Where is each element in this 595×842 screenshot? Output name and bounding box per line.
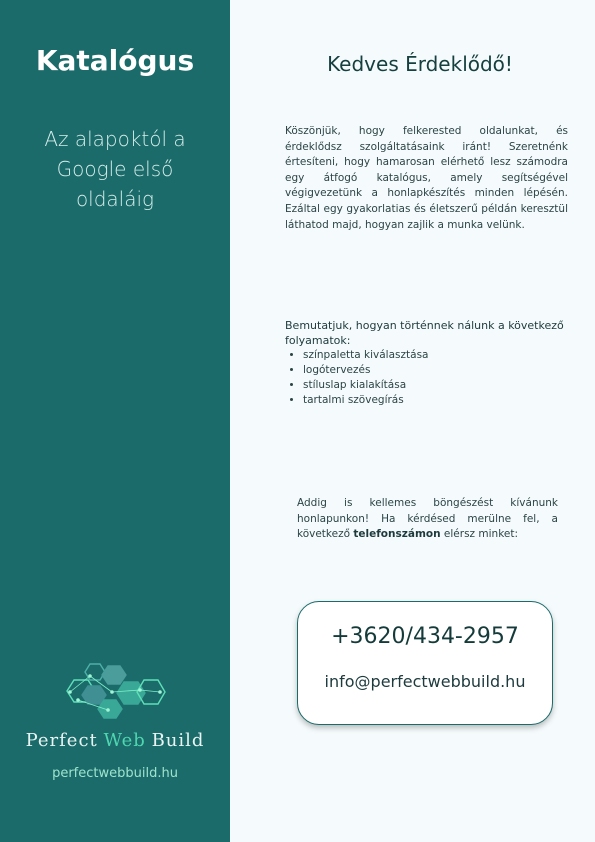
- catalog-subtitle: Az alapoktól a Google első oldaláig: [44, 127, 186, 211]
- list-item: • logótervezés: [303, 363, 577, 378]
- contact-card: [297, 601, 553, 725]
- hexagon-network-logo-icon: [60, 662, 170, 720]
- brand-name: [0, 730, 230, 751]
- brand-word-web: Web: [103, 730, 146, 751]
- email-address[interactable]: info@perfectwebbuild.hu: [324, 672, 526, 691]
- process-heading: Bemutatjuk, hogyan történnek nálunk a következő folyamatok:: [285, 319, 564, 347]
- list-item: • stíluslap kialakítása: [303, 378, 577, 393]
- closing-paragraph: [297, 496, 558, 543]
- brand-word-perfect: Perfect: [25, 730, 98, 751]
- website-link[interactable]: perfectwebbuild.hu: [52, 766, 178, 781]
- closing-end: elérsz minket:: [443, 528, 519, 540]
- process-section: [285, 318, 577, 408]
- catalog-title: Katalógus: [35, 44, 195, 77]
- brand-word-build: Build: [151, 730, 205, 751]
- greeting-title: Kedves Érdeklődő!: [327, 52, 513, 76]
- phone-number[interactable]: +3620/434-2957: [331, 624, 519, 649]
- closing-bold: telefonszámon: [353, 528, 441, 540]
- sidebar: [0, 0, 230, 842]
- intro-paragraph: Köszönjük, hogy felkerested oldalunkat, és érdeklődsz szolgáltatásaink iránt! Szeretnénk értesíteni, hogy hamarosan elérhető lesz számodra egy átfogó katalógus, amely segítségével végigvezetünk a honlapkészítés minden lépésén. Ezáltal egy gyakorlatias és életszerű példán keresztül láthatod majd, hogyan zajlik a munka velünk.: [285, 125, 568, 231]
- list-item: • tartalmi szövegírás: [303, 393, 577, 408]
- list-item: • színpaletta kiválasztása: [303, 348, 577, 363]
- process-list: [285, 348, 577, 408]
- closing-text: Addig is kellemes böngészést kívánunk honlapunkon! Ha kérdésed merülne fel, a következő: [297, 497, 558, 540]
